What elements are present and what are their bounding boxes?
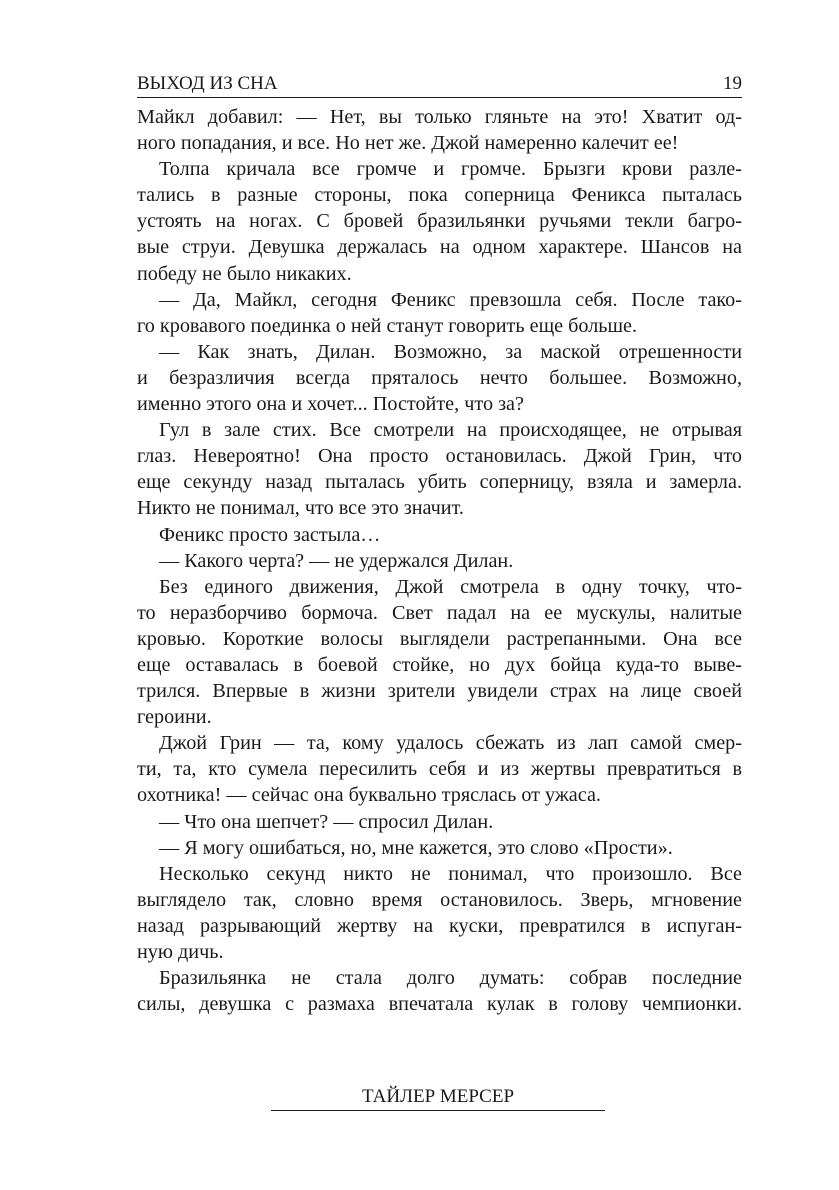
text-line: охотника! — сейчас она буквально тряслась от ужаса. <box>137 784 601 807</box>
text-line: назад разрывающий жертву на куски, превратился в испуган- <box>137 914 742 937</box>
body-text <box>137 104 742 1017</box>
text-line: еще оставалась в боевой стойке, но дух бойца куда-то выве- <box>137 653 742 676</box>
text-line: — Что она шепчет? — спросил Дилан. <box>159 810 494 833</box>
text-line: Толпа кричала все громче и громче. Брызги крови разле- <box>159 158 742 181</box>
text-line: глаз. Невероятно! Она просто остановилась. Джой Грин, что <box>137 445 742 468</box>
text-line: вые струи. Девушка держалась на одном характере. Шансов на <box>137 236 742 259</box>
text-line: ного попадания, и все. Но нет же. Джой намеренно калечит ее! <box>137 132 679 155</box>
text-line: — Как знать, Дилан. Возможно, за маской отрешенности <box>159 340 742 363</box>
page-number: 19 <box>723 73 742 94</box>
text-line: именно этого она и хочет... Постойте, что за? <box>137 393 524 416</box>
text-line: Майкл добавил: — Нет, вы только гляньте на это! Хватит од- <box>137 106 742 128</box>
text-line: — Я могу ошибаться, но, мне кажется, это слово «Прости». <box>159 836 673 859</box>
text-line: тались в разные стороны, пока соперница Феникса пыталась <box>137 184 742 207</box>
text-line: Джой Грин — та, кому удалось сбежать из лап самой смер- <box>159 732 742 755</box>
text-line: еще секунду назад пыталась убить соперницу, взяла и замерла. <box>137 471 742 494</box>
text-line: Феникс просто застыла… <box>159 523 381 546</box>
text-line: — Какого черта? — не удержался Дилан. <box>159 549 514 572</box>
text-line: Без единого движения, Джой смотрела в одну точку, что- <box>159 575 742 598</box>
text-line: трился. Впервые в жизни зрители увидели страх на лице своей <box>137 680 742 703</box>
text-line: Гул в зале стих. Все смотрели на происходящее, не отрывая <box>159 419 742 442</box>
running-header <box>137 70 742 98</box>
text-line: Никто не понимал, что все это значит. <box>137 497 464 520</box>
running-footer <box>271 1085 605 1111</box>
text-line: силы, девушка с размаха впечатала кулак в голову чемпионки. <box>137 993 742 1016</box>
text-line: героини. <box>137 706 212 729</box>
text-line: устоять на ногах. С бровей бразильянки ручьями текли багро- <box>137 210 742 233</box>
text-line: ную дичь. <box>137 941 224 963</box>
text-line: победу не было никаких. <box>137 262 352 285</box>
text-line: то неразборчиво бормоча. Свет падал на ее мускулы, налитые <box>137 601 742 624</box>
text-line: ти, та, кто сумела пересилить себя и из жертвы превратиться в <box>137 758 742 781</box>
text-line: Бразильянка не стала долго думать: собрав последние <box>159 967 742 990</box>
text-line: го кровавого поединка о ней станут говорить еще больше. <box>137 314 638 337</box>
text-line: кровью. Короткие волосы выглядели растрепанными. Она все <box>137 627 742 650</box>
text-line: Несколько секунд никто не понимал, что произошло. Все <box>159 862 742 885</box>
text-line: — Да, Майкл, сегодня Феникс превзошла себя. После тако- <box>159 288 742 311</box>
running-title: ВЫХОД ИЗ СНА <box>137 73 278 94</box>
text-line: выглядело так, словно время остановилось. Зверь, мгновение <box>137 888 742 911</box>
text-line: и безразличия всегда пряталось нечто большее. Возможно, <box>137 366 742 389</box>
author-name: ТАЙЛЕР МЕРСЕР <box>361 1086 515 1107</box>
